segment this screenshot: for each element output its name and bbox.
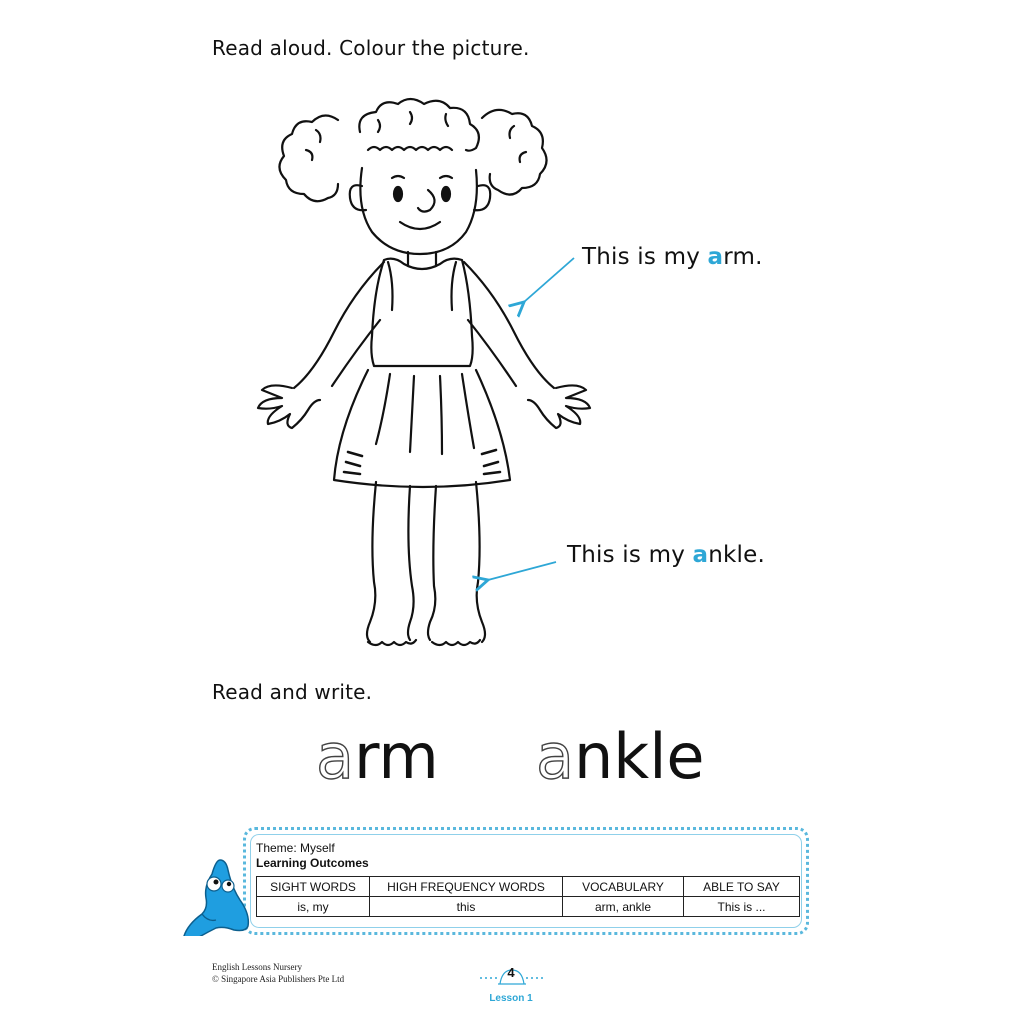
table-header-cell: HIGH FREQUENCY WORDS <box>370 877 563 897</box>
face <box>350 168 491 254</box>
word-ankle-rest: nkle <box>574 720 705 793</box>
footer-publisher <box>212 961 344 985</box>
table-header-cell: VOCABULARY <box>563 877 684 897</box>
footer-book-title: English Lessons Nursery <box>212 962 302 972</box>
table-header-cell: SIGHT WORDS <box>257 877 370 897</box>
page-number: 4 <box>507 965 515 980</box>
sentence-ankle-text: This is my <box>567 542 693 568</box>
legs <box>367 482 485 645</box>
sentence-arm <box>582 244 763 270</box>
learning-outcomes-title: Learning Outcomes <box>256 856 369 870</box>
sentence-arm-text: This is my <box>582 244 708 270</box>
word-arm-rest: rm <box>354 720 439 793</box>
table-cell: This is ... <box>684 897 800 917</box>
arms <box>258 262 590 428</box>
instruction-colour: Read aloud. Colour the picture. <box>212 36 530 60</box>
instruction-write: Read and write. <box>212 680 373 704</box>
sentence-arm-highlight: a <box>707 244 724 270</box>
table-cell: is, my <box>257 897 370 917</box>
trace-letter-arm[interactable]: a <box>316 720 354 793</box>
learning-outcomes-table <box>256 876 800 917</box>
sentence-arm-rest: rm. <box>723 244 763 270</box>
footer-copyright: © Singapore Asia Publishers Pte Ltd <box>212 974 345 984</box>
trace-word-arm <box>316 718 439 796</box>
blue-star-mascot-icon <box>180 856 252 936</box>
table-header-row <box>257 877 800 897</box>
theme-label: Theme: Myself <box>256 841 335 855</box>
trace-letter-ankle[interactable]: a <box>536 720 574 793</box>
sentence-ankle-rest: nkle. <box>708 542 766 568</box>
sentence-ankle <box>567 542 765 568</box>
table-row <box>257 897 800 917</box>
trace-word-ankle <box>536 718 705 796</box>
dress <box>334 259 510 487</box>
table-cell: this <box>370 897 563 917</box>
table-cell: arm, ankle <box>563 897 684 917</box>
sentence-ankle-highlight: a <box>692 542 709 568</box>
table-header-cell: ABLE TO SAY <box>684 877 800 897</box>
girl-illustration <box>250 90 610 650</box>
hair <box>279 99 546 201</box>
lesson-label: Lesson 1 <box>489 993 533 1004</box>
